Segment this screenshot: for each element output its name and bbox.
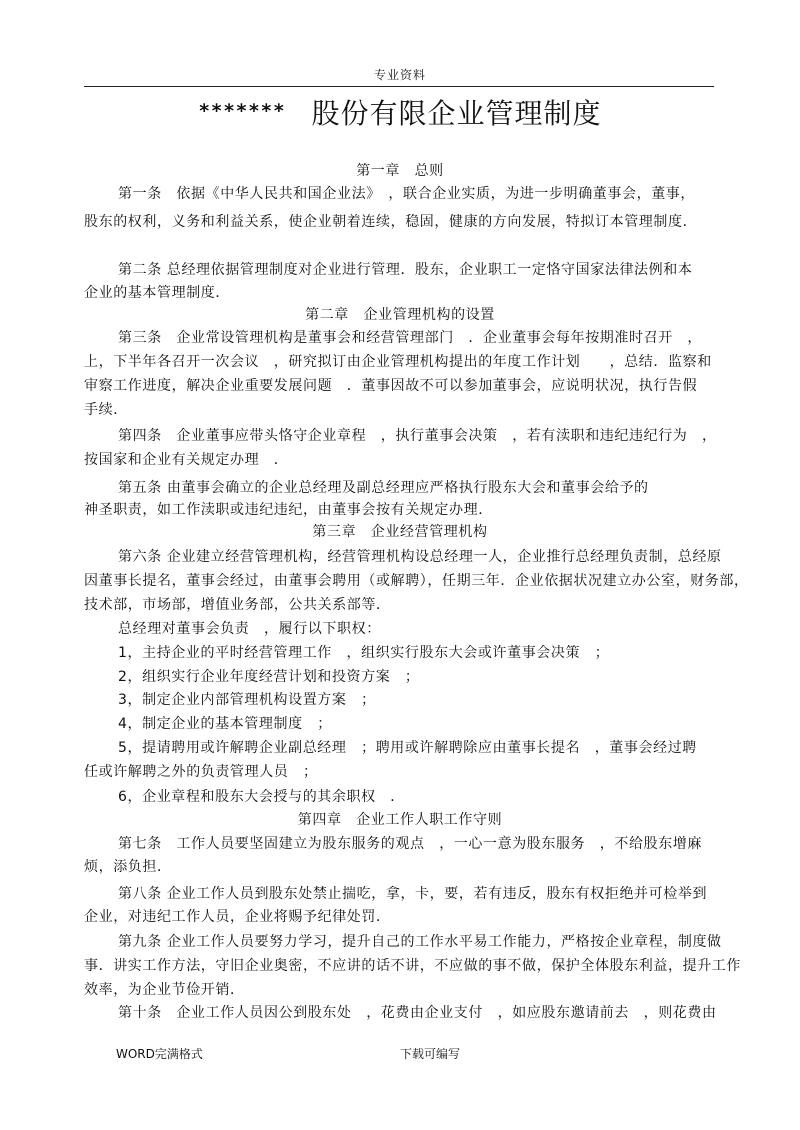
list-item: 6，企业章程和股东大会授与的其余职权 ． (118, 789, 405, 805)
body-line: 企业，对违纪工作人员，企业将赐予纪律处罚． (84, 909, 391, 925)
body-line: 审察工作进度，解决企业重要发展问题 ．董事因故不可以参加董事会，应说明状况，执行告假 (84, 378, 698, 394)
body-line: 按国家和企业有关规定办理 ． (84, 452, 289, 468)
body-line: 手续． (84, 402, 128, 418)
list-item: 3，制定企业内部管理机构设置方案 ； (118, 692, 376, 708)
footer-right: 下载可编写 (400, 1047, 461, 1061)
body-line: 第一条 依据《中华人民共和国企业法》 ，联合企业实质，为进一步明确董事会，董事， (118, 186, 695, 202)
document-title (0, 92, 800, 132)
body-line: 上，下半年各召开一次会议 ，研究拟订由企业管理机构提出的年度工作计划 ，总结．监察和 (84, 354, 712, 370)
body-line: 企业的基本管理制度． (84, 285, 230, 301)
page-header: 专业资料 (373, 68, 426, 82)
list-item: 5，提请聘用或许解聘企业副总经理 ；聘用或许解聘除应由董事长提名 ，董事会经过聘 (118, 740, 697, 756)
body-line: 第十条 企业工作人员因公到股东处 ，花费由企业支付 ，如应股东邀请前去 ，则花费由 (118, 1005, 717, 1021)
body-line: 总经理对董事会负责 ，履行以下职权： (118, 621, 381, 637)
body-line: 因董事长提名，董事会经过，由董事会聘用（或解聘），任期三年．企业依据状况建立办公室，财务部， (84, 573, 749, 589)
body-line: 事．讲实工作方法，守旧企业奥密，不应讲的话不讲，不应做的事不做，保护全体股东利益，提升工作 (84, 958, 741, 974)
body-line: 技术部，市场部，增值业务部，公共关系部等． (84, 597, 391, 613)
body-line: 第五条 由董事会确立的企业总经理及副总经理应严格执行股东大会和董事会给予的 (118, 480, 649, 496)
body-line: 第四条 企业董事应带头恪守企业章程 ，执行董事会决策 ，若有渎职和违纪违纪行为 ， (118, 428, 717, 444)
chapter-heading: 第二章 企业管理机构的设置 (305, 307, 495, 323)
list-item: 1，主持企业的平时经营管理工作 ，组织实行股东大会或许董事会决策 ； (118, 645, 610, 661)
header-divider (84, 86, 714, 87)
chapter-heading: 第四章 企业工作人职工作守则 (297, 812, 503, 828)
body-line: 第八条 企业工作人员到股东处禁止揣吃，拿，卡，要，若有违反，股东有权拒绝并可检举到 (118, 886, 708, 902)
body-line: 股东的权利，义务和利益关系，使企业朝着连续，稳固，健康的方向发展，特拟订本管理制度． (84, 214, 698, 230)
chapter-heading: 第三章 企业经营管理机构 (312, 524, 488, 540)
title-placeholder-stars: ******* (198, 100, 286, 122)
chapter-heading: 第一章 总则 (356, 163, 444, 179)
body-line: 第三条 企业常设管理机构是董事会和经营管理部门 ．企业董事会每年按期准时召开 ， (118, 330, 702, 346)
body-line: 第九条 企业工作人员要努力学习，提升自己的工作水平易工作能力，严格按企业章程，制度做 (118, 934, 722, 950)
body-line: 第二条 总经理依据管理制度对企业进行管理．股东，企业职工一定恪守国家法律法例和本 (118, 262, 693, 278)
list-item-continued: 任或许解聘之外的负责管理人员 ； (84, 764, 318, 780)
title-text: 股份有限企业管理制度 (311, 97, 602, 130)
body-line: 第七条 工作人员要坚固建立为股东服务的观点 ，一心一意为股东服务 ，不给股东增麻 (118, 836, 702, 852)
list-item: 2，组织实行企业年度经营计划和投资方案 ； (118, 669, 420, 685)
footer-left: WORD完满格式 (116, 1047, 203, 1061)
body-line: 效率，为企业节俭开销． (84, 982, 245, 998)
body-line: 烦，添负担． (84, 859, 172, 875)
list-item: 4，制定企业的基本管理制度 ； (118, 716, 332, 732)
body-line: 神圣职责，如工作渎职或违纪违纪，由董事会按有关规定办理． (84, 502, 493, 518)
body-line: 第六条 企业建立经营管理机构，经营管理机构设总经理一人，企业推行总经理负责制，总经原 (118, 549, 722, 565)
